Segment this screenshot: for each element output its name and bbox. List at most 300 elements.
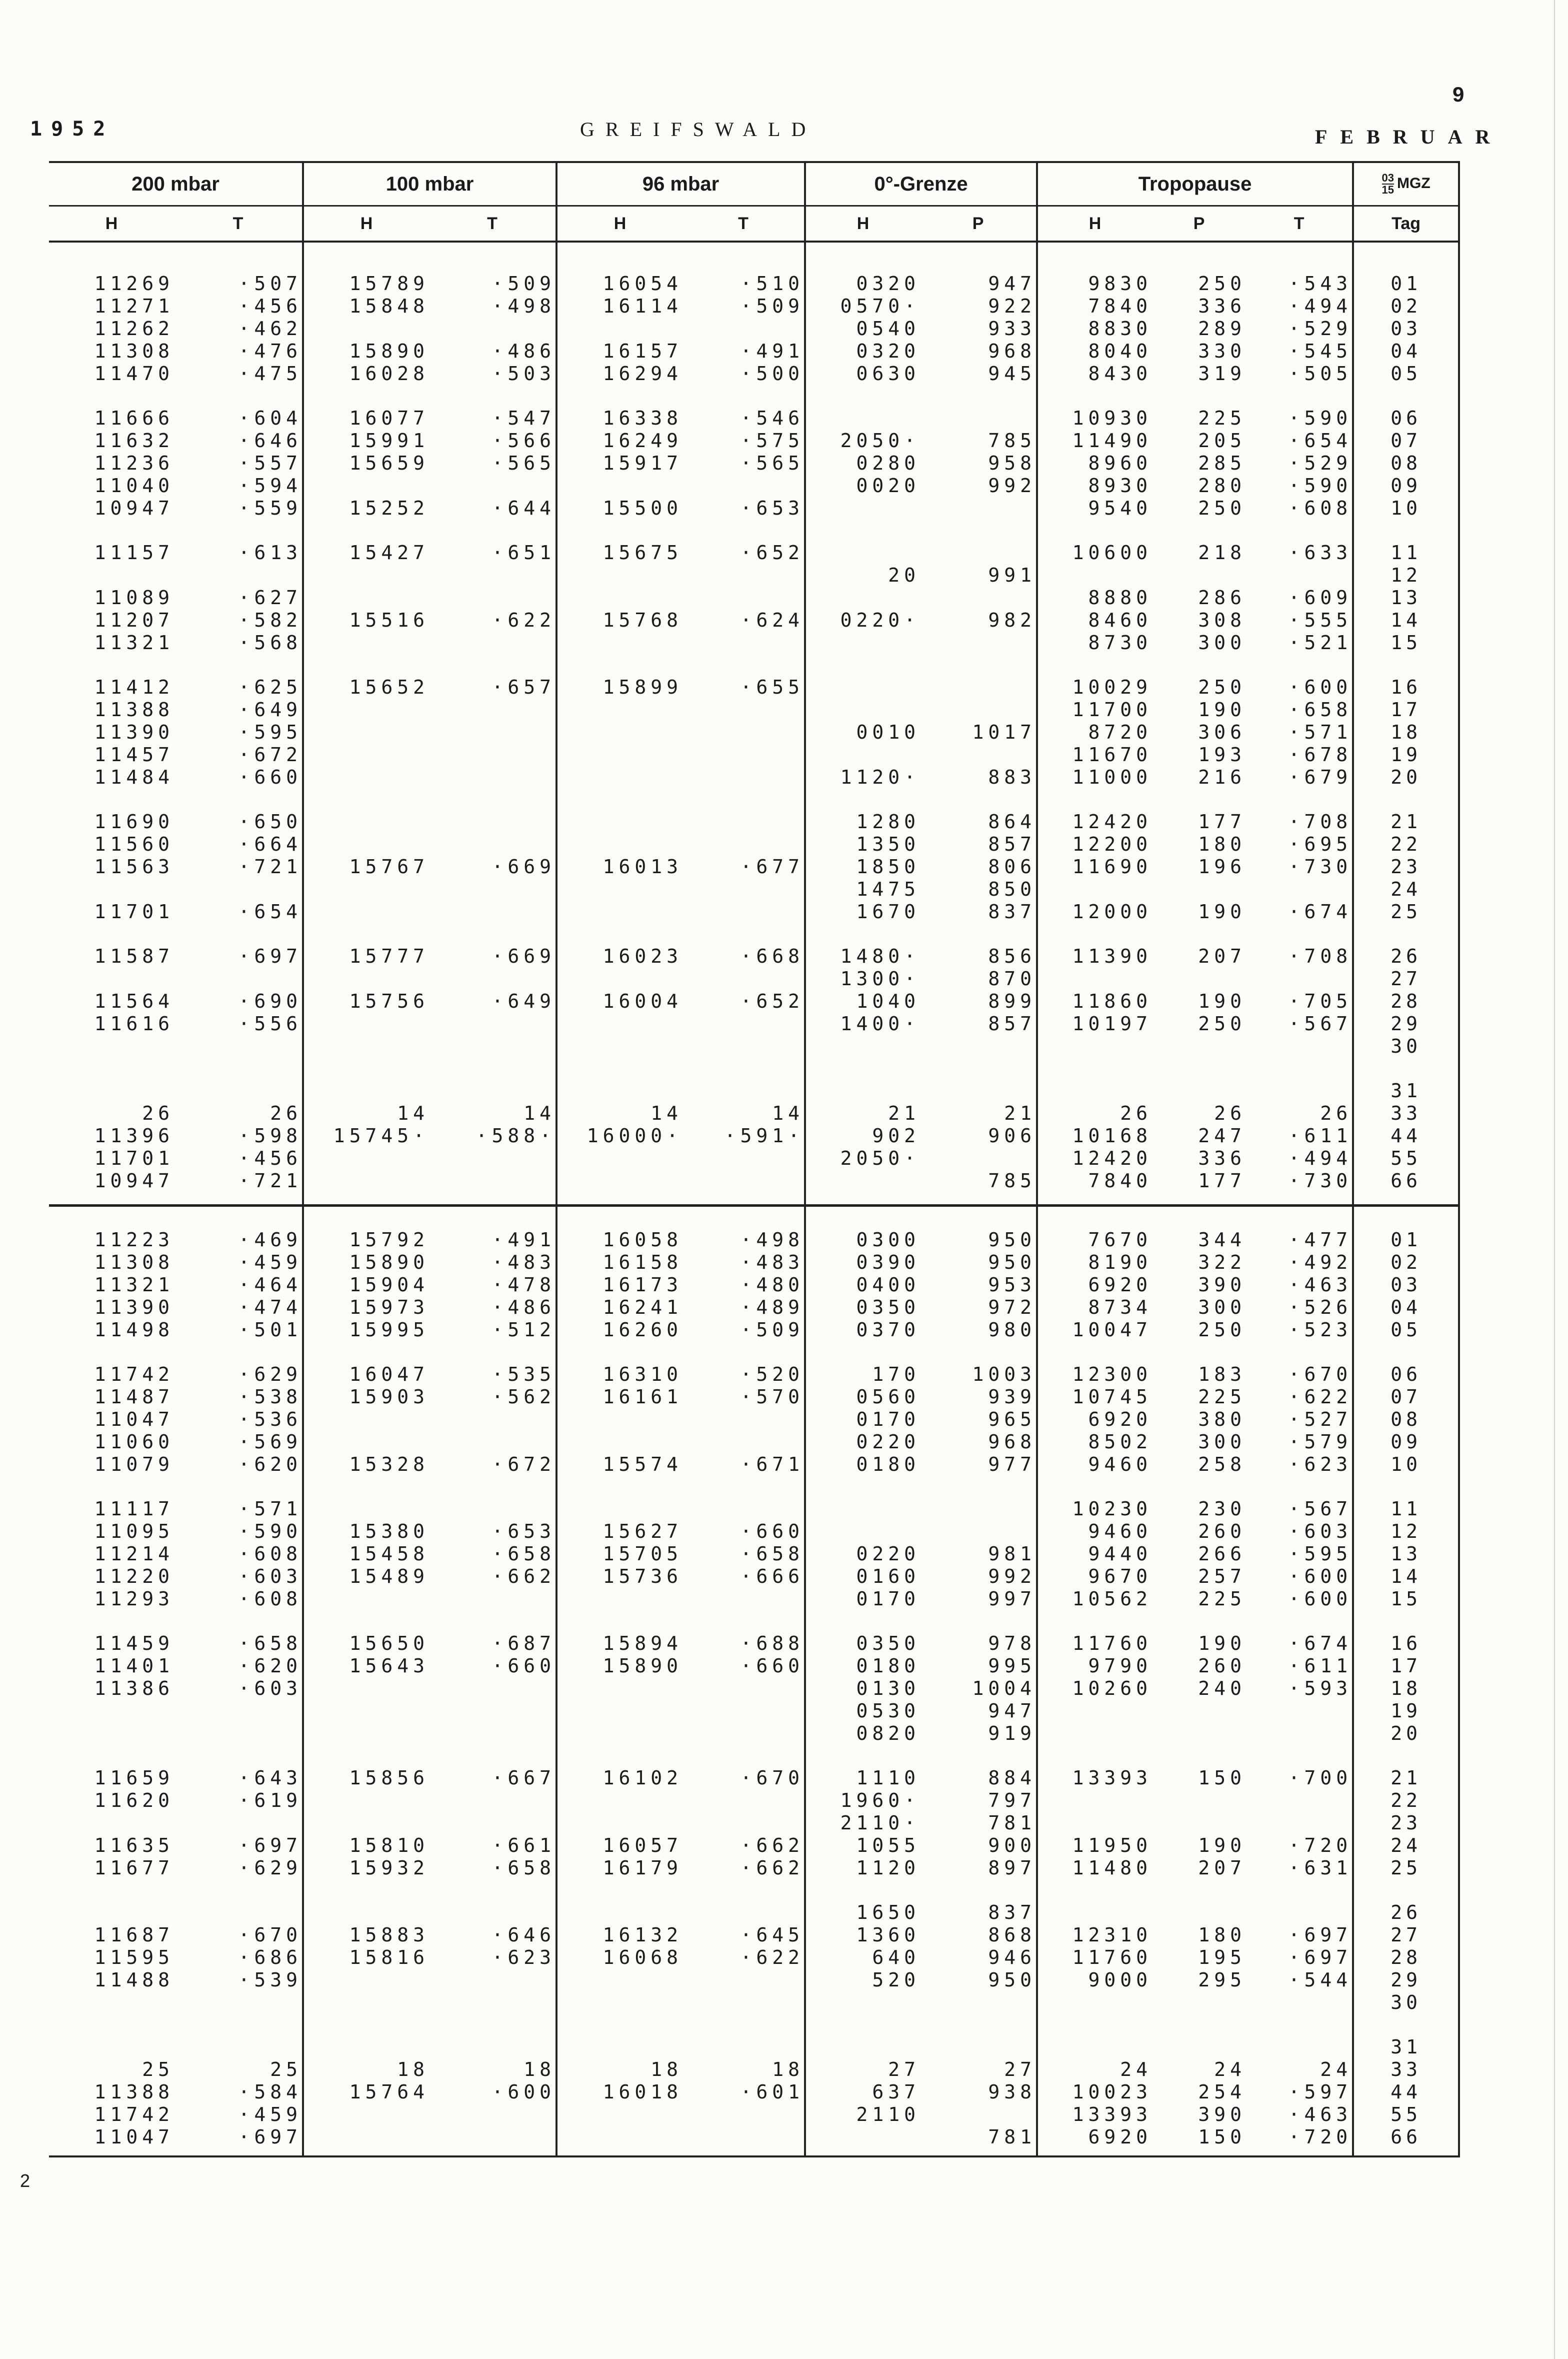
table-cell xyxy=(682,1722,805,1745)
row-spacer xyxy=(49,1476,1459,1498)
table-cell: 0820 xyxy=(856,1722,920,1744)
table-cell xyxy=(1152,1812,1246,1834)
table-row xyxy=(49,1543,1459,1565)
table-cell: ·604 xyxy=(174,407,303,430)
table-row xyxy=(49,475,1459,497)
table-cell: 15995 xyxy=(349,1319,430,1341)
table-cell xyxy=(682,2036,805,2058)
table-cell xyxy=(429,968,556,990)
table-cell: 207 xyxy=(1198,945,1246,967)
table-cell xyxy=(1037,1812,1152,1834)
table-cell: ·608 xyxy=(174,1543,303,1565)
table-cell xyxy=(174,878,303,901)
table-cell xyxy=(1246,1991,1353,2014)
table-cell: ·697 xyxy=(1246,1924,1353,1946)
table-cell xyxy=(1152,2036,1246,2058)
table-cell: 16077 xyxy=(349,407,430,429)
table-cell: ·486 xyxy=(429,340,556,363)
table-cell: 2050· xyxy=(840,1147,920,1169)
row-spacer xyxy=(49,1745,1459,1767)
table-cell: 6920 xyxy=(1088,2126,1152,2148)
table-row xyxy=(49,1857,1459,1879)
table-cell: ·498 xyxy=(429,295,556,318)
table-row xyxy=(49,452,1459,475)
table-cell xyxy=(556,1991,682,2014)
table-row xyxy=(49,811,1459,833)
mgz-header xyxy=(1353,162,1459,206)
table-row xyxy=(49,1969,1459,1991)
table-cell: 968 xyxy=(920,340,1037,363)
table-cell: ·645 xyxy=(682,1924,805,1946)
table-cell: ·624 xyxy=(682,609,805,632)
table-cell: ·667 xyxy=(429,1767,556,1789)
table-cell: ·600 xyxy=(429,2081,556,2103)
table-cell xyxy=(682,1700,805,1722)
table-cell: 8720 xyxy=(1088,721,1152,743)
table-cell: ·492 xyxy=(1246,1251,1353,1274)
table-cell xyxy=(303,699,429,721)
table-cell xyxy=(174,564,303,587)
table-cell: ·538 xyxy=(174,1386,303,1408)
table-cell: 995 xyxy=(920,1655,1037,1677)
table-cell: 15899 xyxy=(602,676,683,698)
table-cell: ·501 xyxy=(174,1319,303,1341)
table-cell: 520 xyxy=(872,1969,920,1991)
table-cell xyxy=(805,1498,920,1520)
table-cell: 837 xyxy=(920,901,1037,923)
table-cell xyxy=(303,1035,429,1058)
table-cell xyxy=(174,1722,303,1745)
table-cell: 11047 xyxy=(94,2126,174,2148)
table-cell: 250 xyxy=(1198,497,1246,519)
table-cell: 11089 xyxy=(94,587,174,609)
table-cell: 11207 xyxy=(94,609,174,631)
table-cell: 27 xyxy=(888,2058,920,2080)
table-cell: ·523 xyxy=(1246,1319,1353,1341)
table-cell: 7670 xyxy=(1088,1229,1152,1251)
day-cell: 15 xyxy=(1353,632,1459,654)
table-cell xyxy=(805,407,920,430)
table-cell: ·652 xyxy=(682,990,805,1013)
table-cell: 11742 xyxy=(94,2103,174,2125)
table-cell: 15500 xyxy=(602,497,683,519)
table-cell: 190 xyxy=(1198,901,1246,923)
table-cell xyxy=(174,1080,303,1102)
table-cell: 16132 xyxy=(602,1924,683,1946)
table-cell: 11390 xyxy=(94,1296,174,1318)
table-cell: ·658 xyxy=(429,1543,556,1565)
table-cell: 16179 xyxy=(602,1857,683,1879)
table-cell xyxy=(303,632,429,654)
table-cell: 193 xyxy=(1198,744,1246,766)
table-cell xyxy=(429,1431,556,1453)
table-cell: 9000 xyxy=(1088,1969,1152,1991)
table-cell: 11047 xyxy=(94,1408,174,1430)
table-cell: 250 xyxy=(1198,1013,1246,1035)
table-cell xyxy=(174,2036,303,2058)
table-cell: 26 xyxy=(1246,1102,1353,1125)
table-cell xyxy=(682,1991,805,2014)
table-cell: 177 xyxy=(1198,811,1246,833)
day-cell: 03 xyxy=(1353,318,1459,340)
table-row xyxy=(49,1722,1459,1745)
table-cell xyxy=(682,744,805,766)
table-cell xyxy=(920,1520,1037,1543)
table-cell: 1850 xyxy=(856,856,920,878)
table-row xyxy=(49,407,1459,430)
table-cell: ·462 xyxy=(174,318,303,340)
table-cell: 0630 xyxy=(856,363,920,385)
table-cell: 0180 xyxy=(856,1453,920,1475)
table-cell xyxy=(429,1147,556,1170)
table-cell: ·646 xyxy=(174,430,303,452)
table-cell xyxy=(556,1722,682,1745)
table-cell: ·593 xyxy=(1246,1677,1353,1700)
table-cell: 196 xyxy=(1198,856,1246,878)
header-year: 1952 xyxy=(30,118,114,141)
table-cell: 0320 xyxy=(856,273,920,295)
day-cell: 13 xyxy=(1353,1543,1459,1565)
table-cell: ·566 xyxy=(429,430,556,452)
table-cell: ·489 xyxy=(682,1296,805,1319)
table-cell: 308 xyxy=(1198,609,1246,631)
table-cell: ·660 xyxy=(682,1655,805,1677)
table-cell: 18 xyxy=(650,2058,683,2080)
day-cell: 30 xyxy=(1353,1991,1459,2014)
table-cell: ·662 xyxy=(682,1857,805,1879)
table-cell: 11396 xyxy=(94,1125,174,1147)
table-cell: 11632 xyxy=(94,430,174,452)
day-cell: 01 xyxy=(1353,1229,1459,1251)
table-cell: ·669 xyxy=(429,856,556,878)
table-row xyxy=(49,2081,1459,2103)
table-cell: ·672 xyxy=(429,1453,556,1476)
table-cell: ·571 xyxy=(1246,721,1353,744)
table-cell xyxy=(682,1901,805,1924)
table-cell xyxy=(1037,1991,1152,2014)
table-cell xyxy=(682,2126,805,2148)
day-cell: 66 xyxy=(1353,1170,1459,1192)
table-cell xyxy=(556,1700,682,1722)
table-cell: 0180 xyxy=(856,1655,920,1677)
table-row xyxy=(49,632,1459,654)
table-cell: ·570 xyxy=(682,1386,805,1408)
table-cell xyxy=(556,1677,682,1700)
table-cell: 24 xyxy=(1120,2058,1152,2080)
table-cell: ·520 xyxy=(682,1363,805,1386)
table-row xyxy=(49,1812,1459,1834)
table-cell: 390 xyxy=(1198,2103,1246,2125)
table-cell: 950 xyxy=(920,1229,1037,1251)
row-spacer xyxy=(49,1879,1459,1901)
table-cell: 300 xyxy=(1198,632,1246,654)
table-cell xyxy=(303,2103,429,2126)
table-cell xyxy=(303,1991,429,2014)
table-cell: ·623 xyxy=(429,1946,556,1969)
table-cell: 26 xyxy=(174,1102,303,1125)
table-cell: 11620 xyxy=(94,1789,174,1811)
table-cell: 15516 xyxy=(349,609,430,631)
table-cell xyxy=(303,1431,429,1453)
day-cell: 04 xyxy=(1353,1296,1459,1319)
table-cell: 0530 xyxy=(856,1700,920,1722)
table-cell xyxy=(303,1013,429,1035)
table-row xyxy=(49,856,1459,878)
table-cell xyxy=(556,564,682,587)
table-cell: ·662 xyxy=(429,1565,556,1588)
table-cell xyxy=(429,833,556,856)
table-cell: ·609 xyxy=(1246,587,1353,609)
table-cell: 12420 xyxy=(1072,1147,1152,1169)
row-spacer xyxy=(49,2148,1459,2156)
table-cell: ·625 xyxy=(174,676,303,699)
table-cell: 939 xyxy=(920,1386,1037,1408)
table-cell: ·670 xyxy=(682,1767,805,1789)
header-station: GREIFSWALD xyxy=(580,118,817,141)
table-cell: ·670 xyxy=(1246,1363,1353,1386)
table-cell: 8190 xyxy=(1088,1251,1152,1273)
table-cell: 982 xyxy=(920,609,1037,632)
table-cell: ·649 xyxy=(174,699,303,721)
table-cell xyxy=(303,878,429,901)
table-cell: ·674 xyxy=(1246,901,1353,923)
corner-mark: 2 xyxy=(20,2170,30,2191)
table-cell: 11388 xyxy=(94,2081,174,2103)
table-cell xyxy=(682,1588,805,1610)
table-cell: 15328 xyxy=(349,1453,430,1475)
table-cell: 16158 xyxy=(602,1251,683,1273)
table-cell xyxy=(49,1035,174,1058)
table-cell: 11459 xyxy=(94,1632,174,1654)
table-cell: ·669 xyxy=(429,945,556,968)
table-cell: 218 xyxy=(1198,542,1246,564)
table-row xyxy=(49,564,1459,587)
table-cell: 933 xyxy=(920,318,1037,340)
table-cell xyxy=(1037,1080,1152,1102)
table-cell xyxy=(429,1901,556,1924)
table-cell: ·653 xyxy=(682,497,805,520)
day-cell: 04 xyxy=(1353,340,1459,363)
table-cell: ·584 xyxy=(174,2081,303,2103)
table-cell: 640 xyxy=(872,1946,920,1968)
table-row xyxy=(49,1991,1459,2014)
table-cell: ·494 xyxy=(1246,295,1353,318)
table-cell: 977 xyxy=(920,1453,1037,1476)
table-cell: 225 xyxy=(1198,1386,1246,1408)
table-cell: 9440 xyxy=(1088,1543,1152,1565)
table-cell: ·562 xyxy=(429,1386,556,1408)
table-cell: ·565 xyxy=(682,452,805,475)
table-cell: 11095 xyxy=(94,1520,174,1542)
row-spacer xyxy=(49,2014,1459,2036)
table-cell: 12000 xyxy=(1072,901,1152,923)
table-cell: 8040 xyxy=(1088,340,1152,362)
table-row xyxy=(49,1677,1459,1700)
table-cell xyxy=(920,407,1037,430)
table-cell: 254 xyxy=(1198,2081,1246,2103)
table-cell: 11690 xyxy=(94,811,174,833)
table-cell: 11390 xyxy=(1072,945,1152,967)
table-cell: 15705 xyxy=(602,1543,683,1565)
group-header-tropopause: Tropopause xyxy=(1037,162,1353,206)
table-cell xyxy=(303,1080,429,1102)
table-cell: 15890 xyxy=(602,1655,683,1677)
table-cell: 11308 xyxy=(94,340,174,362)
table-cell xyxy=(1152,1700,1246,1722)
table-cell xyxy=(682,2103,805,2126)
day-cell: 27 xyxy=(1353,968,1459,990)
table-cell: 13393 xyxy=(1072,2103,1152,2125)
table-row xyxy=(49,968,1459,990)
col-header: T xyxy=(174,206,303,242)
table-cell xyxy=(1246,564,1353,587)
day-cell: 18 xyxy=(1353,721,1459,744)
table-cell: ·509 xyxy=(682,1319,805,1341)
table-cell: 18 xyxy=(682,2058,805,2081)
table-row xyxy=(49,430,1459,452)
table-cell: 0220· xyxy=(840,609,920,631)
table-cell: ·527 xyxy=(1246,1408,1353,1431)
table-cell xyxy=(429,2126,556,2148)
table-cell: 10168 xyxy=(1072,1125,1152,1147)
table-cell: 1280 xyxy=(856,811,920,833)
day-cell: 05 xyxy=(1353,1319,1459,1341)
table-cell: 21 xyxy=(888,1102,920,1124)
table-cell: 260 xyxy=(1198,1520,1246,1542)
table-cell: ·671 xyxy=(682,1453,805,1476)
table-cell xyxy=(920,744,1037,766)
table-cell xyxy=(49,878,174,901)
table-cell: ·622 xyxy=(429,609,556,632)
table-cell: 14 xyxy=(682,1102,805,1125)
table-cell: 15489 xyxy=(349,1565,430,1587)
day-cell: 24 xyxy=(1353,878,1459,901)
table-cell xyxy=(920,1080,1037,1102)
table-cell xyxy=(303,1969,429,1991)
row-spacer xyxy=(49,1192,1459,1206)
table-cell: 183 xyxy=(1198,1363,1246,1385)
day-cell: 30 xyxy=(1353,1035,1459,1058)
day-cell: 22 xyxy=(1353,1789,1459,1812)
table-cell: 12310 xyxy=(1072,1924,1152,1946)
row-spacer xyxy=(49,1058,1459,1080)
table-cell xyxy=(682,1431,805,1453)
day-cell: 09 xyxy=(1353,475,1459,497)
table-cell: 968 xyxy=(920,1431,1037,1453)
table-cell: 0320 xyxy=(856,340,920,362)
day-cell: 08 xyxy=(1353,452,1459,475)
table-cell xyxy=(556,318,682,340)
table-cell: ·627 xyxy=(174,587,303,609)
table-cell xyxy=(805,542,920,564)
table-cell: ·597 xyxy=(1246,2081,1353,2103)
table-cell xyxy=(303,833,429,856)
table-row xyxy=(49,1655,1459,1677)
table-cell xyxy=(429,587,556,609)
table-cell: 322 xyxy=(1198,1251,1246,1273)
table-cell: 11060 xyxy=(94,1431,174,1453)
table-cell: ·662 xyxy=(682,1834,805,1857)
table-cell: 230 xyxy=(1198,1498,1246,1520)
table-cell: 11659 xyxy=(94,1767,174,1789)
col-header: H xyxy=(556,206,682,242)
table-cell xyxy=(429,766,556,789)
table-cell: ·654 xyxy=(1246,430,1353,452)
table-cell: 785 xyxy=(920,1170,1037,1192)
table-cell xyxy=(429,878,556,901)
table-cell: 11390 xyxy=(94,721,174,743)
table-cell: 11560 xyxy=(94,833,174,855)
mgz-label: MGZ xyxy=(1397,175,1430,192)
table-cell: ·475 xyxy=(174,363,303,385)
table-cell: ·491 xyxy=(429,1229,556,1251)
table-cell: 0280 xyxy=(856,452,920,474)
table-cell: 289 xyxy=(1198,318,1246,340)
table-row xyxy=(49,1924,1459,1946)
day-cell: 23 xyxy=(1353,856,1459,878)
table-row xyxy=(49,721,1459,744)
table-cell: 781 xyxy=(920,1812,1037,1834)
header-month: FEBRUAR xyxy=(1315,126,1503,148)
table-cell: 1017 xyxy=(920,721,1037,744)
table-cell: ·544 xyxy=(1246,1969,1353,1991)
table-cell xyxy=(1152,1789,1246,1812)
table-cell: ·456 xyxy=(174,1147,303,1170)
table-cell xyxy=(805,632,920,654)
table-cell xyxy=(556,878,682,901)
table-cell: 965 xyxy=(920,1408,1037,1431)
table-cell: ·555 xyxy=(1246,609,1353,632)
table-cell: 781 xyxy=(920,2126,1037,2148)
day-cell: 44 xyxy=(1353,2081,1459,2103)
table-cell xyxy=(429,2036,556,2058)
table-cell: 180 xyxy=(1198,833,1246,855)
day-cell: 29 xyxy=(1353,1969,1459,1991)
table-cell xyxy=(303,901,429,923)
table-cell: 11635 xyxy=(94,1834,174,1856)
table-cell: 0560 xyxy=(856,1386,920,1408)
table-cell xyxy=(429,1170,556,1192)
table-cell: ·529 xyxy=(1246,452,1353,475)
table-cell: 637 xyxy=(872,2081,920,2103)
table-cell: 24 xyxy=(1246,2058,1353,2081)
day-cell: 06 xyxy=(1353,1363,1459,1386)
table-row xyxy=(49,1431,1459,1453)
day-cell: 20 xyxy=(1353,766,1459,789)
table-cell: 170 xyxy=(872,1363,920,1385)
table-cell: 15810 xyxy=(349,1834,430,1856)
table-cell xyxy=(429,1991,556,2014)
table-cell: 7840 xyxy=(1088,295,1152,317)
table-cell: 1670 xyxy=(856,901,920,923)
day-cell: 28 xyxy=(1353,1946,1459,1969)
table-cell: 15768 xyxy=(602,609,683,631)
table-cell: 15792 xyxy=(349,1229,430,1251)
table-cell: 10023 xyxy=(1072,2081,1152,2103)
page-number: 9 xyxy=(1452,83,1464,106)
table-cell: 0220 xyxy=(856,1431,920,1453)
table-cell xyxy=(920,699,1037,721)
table-cell: 280 xyxy=(1198,475,1246,497)
table-cell: ·476 xyxy=(174,340,303,363)
table-cell: 11271 xyxy=(94,295,174,317)
table-cell: 15627 xyxy=(602,1520,683,1542)
table-cell: ·700 xyxy=(1246,1767,1353,1789)
table-cell xyxy=(682,564,805,587)
table-cell: ·463 xyxy=(1246,2103,1353,2126)
table-cell xyxy=(556,587,682,609)
table-cell xyxy=(682,1035,805,1058)
